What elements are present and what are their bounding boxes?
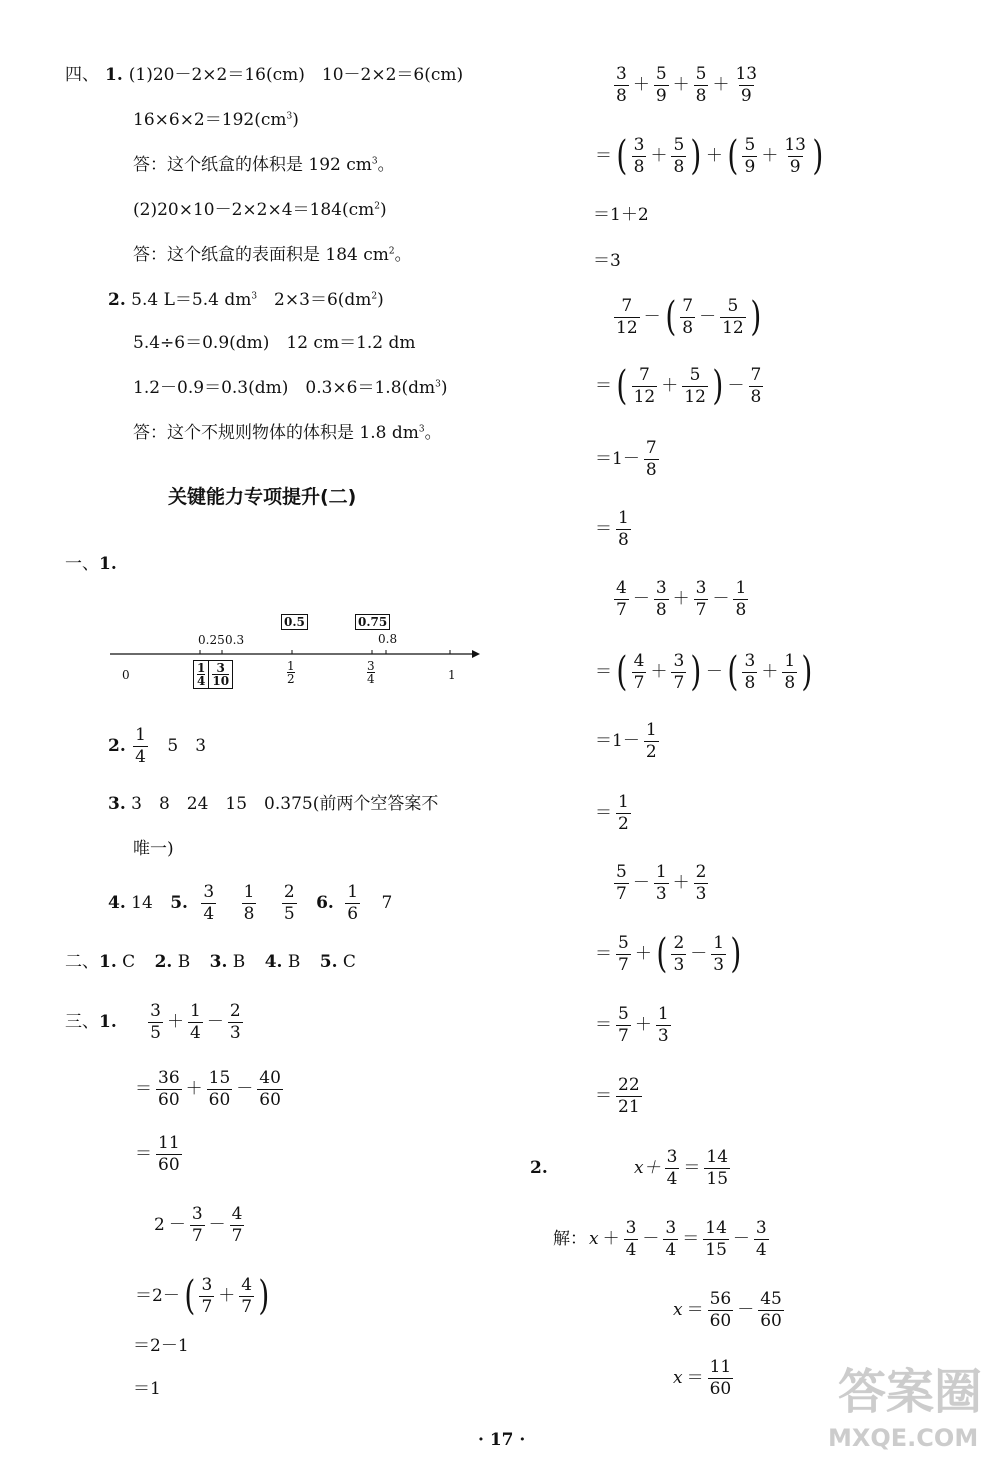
- tick-1: 1: [448, 668, 456, 682]
- calc3-step3: ＝3: [593, 251, 621, 271]
- sec1-q3-cont: 唯一): [133, 839, 174, 859]
- sec4-line2: $16\times 6\times 2=192(cm^3)$: [133, 110, 299, 130]
- sec1-label: 一、1.: [65, 554, 117, 574]
- calc4: $\frac{7}{12}$ － ( $\frac{7}{8}$ － $\frac{5}{12}$ ): [616, 294, 761, 340]
- sec4-q2-line3: 1.2－0.9＝0.3(dm) $0.3\times 6=1.8(dm^3)$: [133, 378, 448, 398]
- equation: x＋ $\frac{3}{4}$ ＝ $\frac{14}{15}$: [634, 1147, 729, 1189]
- sec2: 二、1. C 2. B 3. B 4. B 5. C: [65, 952, 356, 972]
- section-title: 关键能力专项提升(二): [168, 486, 357, 508]
- calc3-step2: ＝1＋2: [593, 205, 649, 225]
- calc6: $\frac{5}{7}$ － $\frac{1}{3}$ ＋ $\frac{2}{3}$: [616, 862, 707, 904]
- calc2-step3: ＝1: [133, 1379, 161, 1399]
- boxed-fracs: 1 4 3 10: [193, 660, 233, 689]
- sec4-line3: $(2)20\times 10-2\times 2\times 4=184(cm^2)$: [133, 200, 387, 220]
- sec1-q2: 2. $\frac{1}{4}$ 5 3: [108, 725, 207, 767]
- sec4-line1: 四、 1. (1)20－2×2＝16(cm) 10－2×2＝6(cm): [65, 65, 464, 85]
- frac-three-quarters: 3 4: [367, 659, 375, 686]
- watermark-logo: 答案圈: [838, 1364, 983, 1420]
- sec4-answer1: 答：这个纸盒的体积是 192 $cm^3$。: [133, 155, 395, 175]
- calc5-step2: ＝1－ $\frac{1}{2}$: [595, 720, 657, 762]
- sec4-answer2: 答：这个纸盒的表面积是 184 $cm^2$。: [133, 245, 412, 265]
- calc5: $\frac{4}{7}$ － $\frac{3}{8}$ ＋ $\frac{3}{7}$ － $\frac{1}{8}$: [616, 578, 747, 620]
- calc6-step2: ＝ $\frac{5}{7}$ ＋ $\frac{1}{3}$: [595, 1004, 669, 1046]
- calc4-step1: ＝ ( $\frac{7}{12}$ ＋ $\frac{5}{12}$ ) － $\frac{7}{8}$: [595, 363, 762, 409]
- calc2: 2 － $\frac{3}{7}$ － $\frac{4}{7}$: [154, 1204, 243, 1246]
- q2-label: 2.: [530, 1158, 548, 1178]
- solve-step3: x ＝ $\frac{11}{60}$: [673, 1357, 732, 1399]
- solve-step1: 解： x ＋ $\frac{3}{4}$ － $\frac{3}{4}$ ＝ $\frac{14}{15}$ － $\frac{3}{4}$: [553, 1218, 767, 1260]
- calc3: $\frac{3}{8}$ ＋ $\frac{5}{9}$ ＋ $\frac{5}{8}$ ＋ $\frac{13}{9}$: [616, 64, 758, 106]
- tick-0: 0: [122, 668, 130, 682]
- sec4-q2-line1: 2. 5.4 L＝5.4 $dm^3$ $2\times 3=6(dm^2)$: [108, 290, 384, 310]
- watermark-url: MXQE.COM: [828, 1424, 979, 1452]
- calc4-step2: ＝1－ $\frac{7}{8}$: [595, 438, 657, 480]
- calc1-step1: ＝ $\frac{36}{60}$ ＋ $\frac{15}{60}$ － $\frac{40}{60}$: [135, 1068, 281, 1110]
- boxed-0.5: 0.5: [281, 614, 308, 630]
- sec4-q2-line2: 5.4÷6＝0.9(dm) 12 cm＝1.2 dm: [133, 333, 416, 353]
- sec4-q2-answer: 答：这个不规则物体的体积是 1.8 $dm^3$。: [133, 423, 442, 443]
- calc2-step1: ＝2－ ( $\frac{3}{7}$ ＋ $\frac{4}{7}$ ): [135, 1273, 270, 1319]
- frac-half: 1 2: [287, 659, 295, 686]
- sec3-calc1: 三、1. $\frac{3}{5}$ ＋ $\frac{1}{4}$ － $\frac{2}{3}$: [65, 1001, 241, 1043]
- sec1-q4-q6: 4. 14 5. $\frac{3}{4}$ $\frac{1}{8}$ $\frac{2}{5}$ 6. $\frac{1}{6}$ 7: [108, 882, 393, 924]
- calc5-step1: ＝ ( $\frac{4}{7}$ ＋ $\frac{3}{7}$ ) － ( $\frac{3}{8}$ ＋ $\frac{1}{8}$ ): [595, 649, 813, 695]
- boxed-0.75: 0.75: [355, 614, 390, 630]
- calc5-step3: ＝ $\frac{1}{2}$: [595, 792, 629, 834]
- label-0.8: 0.8: [378, 632, 398, 646]
- sec1-q3: 3. 3 8 24 15 0.375(前两个空答案不: [108, 794, 439, 814]
- calc1-step2: ＝ $\frac{11}{60}$: [135, 1133, 180, 1175]
- calc6-step3: ＝ $\frac{22}{21}$: [595, 1075, 640, 1117]
- label-0.25: 0.25: [198, 633, 225, 647]
- calc4-step3: ＝ $\frac{1}{8}$: [595, 508, 629, 550]
- calc2-step2: ＝2－1: [133, 1336, 189, 1356]
- solve-step2: x ＝ $\frac{56}{60}$ － $\frac{45}{60}$: [673, 1289, 782, 1331]
- number-line-axis: [100, 640, 490, 670]
- page-number: · 17 ·: [478, 1430, 526, 1450]
- calc6-step1: ＝ $\frac{5}{7}$ ＋ ( $\frac{2}{3}$ － $\frac{1}{3}$ ): [595, 931, 742, 977]
- calc3-step1: ＝ ( $\frac{3}{8}$ ＋ $\frac{5}{8}$ ) ＋ ( $\frac{5}{9}$ ＋ $\frac{13}{9}$ ): [595, 133, 824, 179]
- label-0.3: 0.3: [225, 633, 245, 647]
